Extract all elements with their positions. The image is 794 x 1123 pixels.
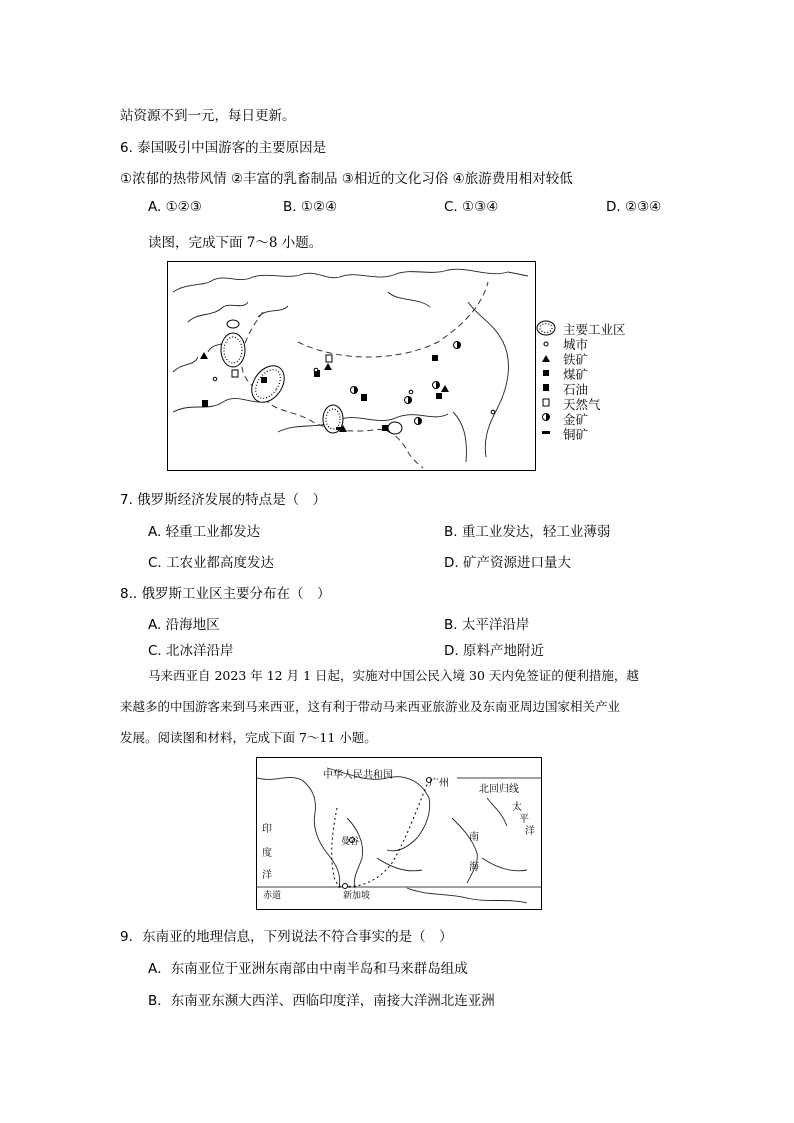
legend-oil: 石油 xyxy=(563,382,589,397)
passage-line-3: 发展。阅读图和材料，完成下面 7～11 小题。 xyxy=(120,730,377,745)
russia-map xyxy=(167,261,536,471)
legend-coal: 煤矿 xyxy=(563,367,589,382)
q7-option-d[interactable]: D. 矿产资源进口量大 xyxy=(444,555,571,571)
label-scs-2: 海 xyxy=(469,862,479,873)
label-indian-1: 印 xyxy=(262,824,272,835)
q6-option-d[interactable]: D. ②③④ xyxy=(606,199,662,215)
q9-option-a[interactable]: A．东南亚位于亚洲东南部由中南半岛和马来群岛组成 xyxy=(148,961,468,977)
legend-gas: 天然气 xyxy=(563,397,601,412)
q8-option-a[interactable]: A. 沿海地区 xyxy=(148,617,220,633)
label-equator: 赤道 xyxy=(263,891,282,901)
q6-stem: 6. 泰国吸引中国游客的主要原因是 xyxy=(120,140,327,156)
legend-copper: 铜矿 xyxy=(563,427,589,442)
q7-option-c[interactable]: C. 工农业都高度发达 xyxy=(148,555,275,571)
q9-option-b[interactable]: B．东南亚东濒大西洋、西临印度洋，南接大洋洲北连亚洲 xyxy=(148,993,495,1009)
russia-map-drawing xyxy=(168,262,535,470)
passage-line-2: 来越多的中国游客来到马来西亚，这有利于带动马来西亚旅游业及东南亚周边国家相关产业 xyxy=(120,699,621,714)
label-bangkok: 曼谷 xyxy=(341,837,360,847)
label-scs-1: 南 xyxy=(469,832,479,843)
legend-symbols xyxy=(536,319,560,439)
legend-city: 城市 xyxy=(563,337,589,352)
q8-option-b[interactable]: B. 太平洋沿岸 xyxy=(444,617,530,633)
q7-option-b[interactable]: B. 重工业发达，轻工业薄弱 xyxy=(444,524,611,540)
label-pacific-1: 太 xyxy=(512,802,522,813)
label-indian-3: 洋 xyxy=(262,870,272,881)
label-indian-2: 度 xyxy=(262,848,272,859)
label-pacific-3: 洋 xyxy=(525,826,535,837)
q7-option-a[interactable]: A. 轻重工业都发达 xyxy=(148,524,261,540)
q8-option-c[interactable]: C. 北冰洋沿岸 xyxy=(148,643,234,659)
q8-option-d[interactable]: D. 原料产地附近 xyxy=(444,643,544,659)
intro-tail: 站资源不到一元，每日更新。 xyxy=(120,108,296,124)
map1-intro: 读图，完成下面 7～8 小题。 xyxy=(148,235,323,251)
label-tropic: 北回归线 xyxy=(479,784,519,795)
label-guangzhou: 广州 xyxy=(429,778,449,789)
q6-option-c[interactable]: C. ①③④ xyxy=(444,199,499,215)
legend-industrial-zone: 主要工业区 xyxy=(563,322,626,337)
q8-stem: 8.. 俄罗斯工业区主要分布在（ ） xyxy=(120,586,331,602)
q6-option-a[interactable]: A. ①②③ xyxy=(148,199,202,215)
label-china: 中华人民共和国 xyxy=(323,770,393,781)
label-singapore: 新加坡 xyxy=(343,891,371,901)
q9-stem: 9．东南亚的地理信息，下列说法不符合事实的是（ ） xyxy=(120,929,453,945)
label-pacific-2: 平 xyxy=(519,814,529,825)
q6-option-b[interactable]: B. ①②④ xyxy=(283,199,338,215)
legend-gold: 金矿 xyxy=(563,412,589,427)
q6-items: ①浓郁的热带风情 ②丰富的乳畜制品 ③相近的文化习俗 ④旅游费用相对较低 xyxy=(120,171,573,187)
q7-stem: 7. 俄罗斯经济发展的特点是（ ） xyxy=(120,492,327,508)
legend-iron: 铁矿 xyxy=(563,352,589,367)
southeast-asia-map xyxy=(256,757,542,910)
passage-line-1: 马来西亚自 2023 年 12 月 1 日起，实施对中国公民入境 30 天内免签证的便利措施，越 xyxy=(148,668,639,683)
